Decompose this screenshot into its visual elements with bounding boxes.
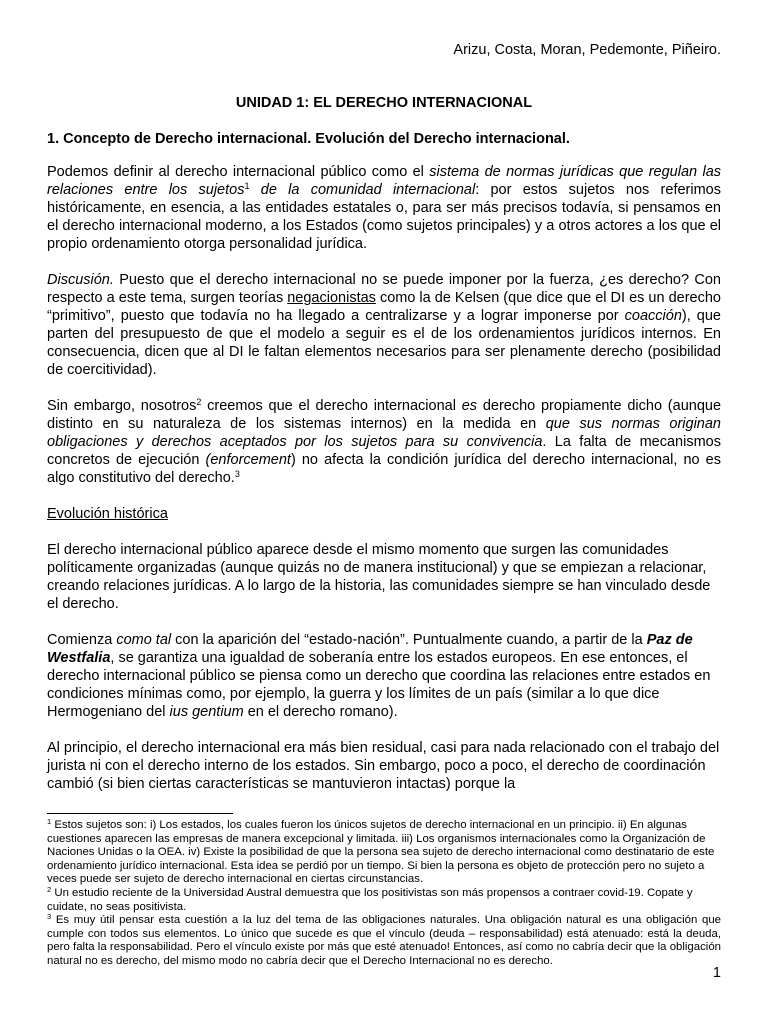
page-number: 1 [712,965,721,981]
text-run: ) no afecta la condición jurídica del derecho internacional, no es algo constitutivo del derecho. [47,452,721,486]
section-heading: 1. Concepto de Derecho internacional. Evolución del Derecho internacional. [47,131,570,147]
footnote-number: 3 [47,912,52,922]
text-run: como la de Kelsen (que dice que el DI es un derecho “primitivo”, puesto que todavía no ha llegado a centralizarse y a lograr imponerse por [47,290,721,324]
text-run: con la aparición del “estado-nación”. Puntualmente cuando, a partir de la [171,632,647,648]
paragraph-position [47,397,721,487]
text-run: derecho propiamente dicho (aunque distinto en su naturaleza de los sistemas internos) en la medida en [47,398,722,432]
paragraph-residual: Al principio, el derecho internacional era más bien residual, casi para nada relacionado con el trabajo del jurista ni con el derecho interno de los estados. Sin embargo, poco a poco, el derecho de coordinación cambió (si bien ciertas características se mantuvieron intactas) porque la [47,740,720,792]
subheading-historical-evolution [47,505,721,523]
italic-run: ius gentium [169,704,244,720]
footnote-ref-3[interactable]: 3 [234,469,240,479]
underlined-term: negacionistas [287,290,376,306]
footnote-2 [47,884,721,914]
footnote-number: 1 [47,817,52,826]
document-body [47,95,721,969]
page-header-authors: Arizu, Costa, Moran, Pedemonte, Piñeiro. [453,42,721,58]
unit-title: UNIDAD 1: EL DERECHO INTERNACIONAL [235,95,533,111]
paragraph-origin: El derecho internacional público aparece desde el mismo momento que surgen las comunidades políticamente organizadas (aunque quizás no de manera institucional) y que se empiezan a relacionar, creando relaciones jurídicas. A lo largo de la historia, las comunidades siempre se han vinculado desde el derecho. [47,542,711,612]
footnote-ref-2[interactable]: 2 [196,397,202,407]
footnote-ref-1[interactable]: 1 [244,181,250,191]
bold-italic-run: Paz de Westfalia [47,632,693,666]
footnote-separator [47,813,233,814]
text-run: , se garantiza una igualdad de soberanía entre los estados europeos. En ese entonces, el derecho internacional público se piensa como un derecho que coordina las relaciones entre estados en condiciones mínimas como, por ejemplo, la guerra y los límites de un país (similar a lo que dice Hermogeniano del [47,650,711,720]
italic-run: es [461,398,478,414]
footnote-1 [47,819,721,887]
italic-run: de la comunidad internacional [249,182,476,198]
footnote-text: Es muy útil pensar esta cuestión a la luz del tema de las obligaciones naturales. Una obligación natural es una obligación que cumple con todos sus elementos. Lo único que sucede es que el vínculo (deuda – responsabilidad) está atenuado: está la deuda, pero falta la responsabilidad. Pero el vínculo existe por más que esté atenuado! Entonces, así como no cabría decir que la obligación natural no es derecho, del mismo modo no cabría decir que el Derecho Internacional no es derecho. [47,914,721,967]
text-run: . La falta de mecanismos concretos de ejecución [47,434,721,468]
text-run: Sin embargo, nosotros [47,398,197,414]
italic-run: (enforcement [205,452,291,468]
footnote-text: Un estudio reciente de la Universidad Austral demuestra que los positivistas son más propensos a contraer covid-19. Copate y cuidate, no seas positivista. [47,886,693,913]
paragraph-definition [47,163,721,253]
italic-run: sistema de normas jurídicas que regulan las relaciones entre los sujetos [47,164,722,198]
text-run: Podemos definir al derecho internacional público como el [47,164,430,180]
italic-run: como tal [116,632,172,648]
italic-run: Discusión. [47,272,114,288]
text-run: Puesto que el derecho internacional no se puede imponer por la fuerza, ¿es derecho? Con respecto a este tema, surgen teorías [47,272,721,306]
text-run: en el derecho romano). [243,704,398,720]
italic-run: que sus normas originan obligaciones y derechos aceptados por los sujetos para su convivencia [47,416,721,450]
text-run: ), que parten del presupuesto de que el modelo a seguir es el de los ordenamientos jurídicos internos. En consecuencia, dicen que al DI le faltan elementos necesarios para ser plenamente derecho (posibilidad de coercitividad). [47,308,721,378]
text-run: creemos que el derecho internacional [201,398,462,414]
italic-run: coacción [624,308,682,324]
text-run: : por estos sujetos nos referimos históricamente, en esencia, a las entidades estatales o, para ser más precisos todavía, si pensamos en el derecho internacional moderno, a los Estados (como sujetos principales) y a otros actores a los que el propio ordenamiento otorga personalidad jurídica. [47,182,721,252]
paragraph-discussion [47,271,721,379]
footnote-number: 2 [47,884,52,894]
footnote-text: Estos sujetos son: i) Los estados, los cuales fueron los únicos sujetos de derecho internacional en un principio. ii) En algunas cuestiones aparecen las empresas de manera excepcional y limitada. iii) Los organismos internacionales como la Organización de Naciones Unidas o la OEA. iv) Existe la posibilidad de que la persona sea sujeto de derecho internacional como destinatario de este ordenamiento jurídico internacional. Esta idea se perdió por un tiempo. Si bien la persona es objeto de protección pero no sujeto a veces puede ser sujeto de derecho internacional en ciertas circunstancias. [47,819,715,886]
subheading-text: Evolución histórica [47,506,168,522]
paragraph-westphalia [47,631,721,721]
text-run: Comienza [47,632,117,648]
footnote-3 [47,914,721,968]
